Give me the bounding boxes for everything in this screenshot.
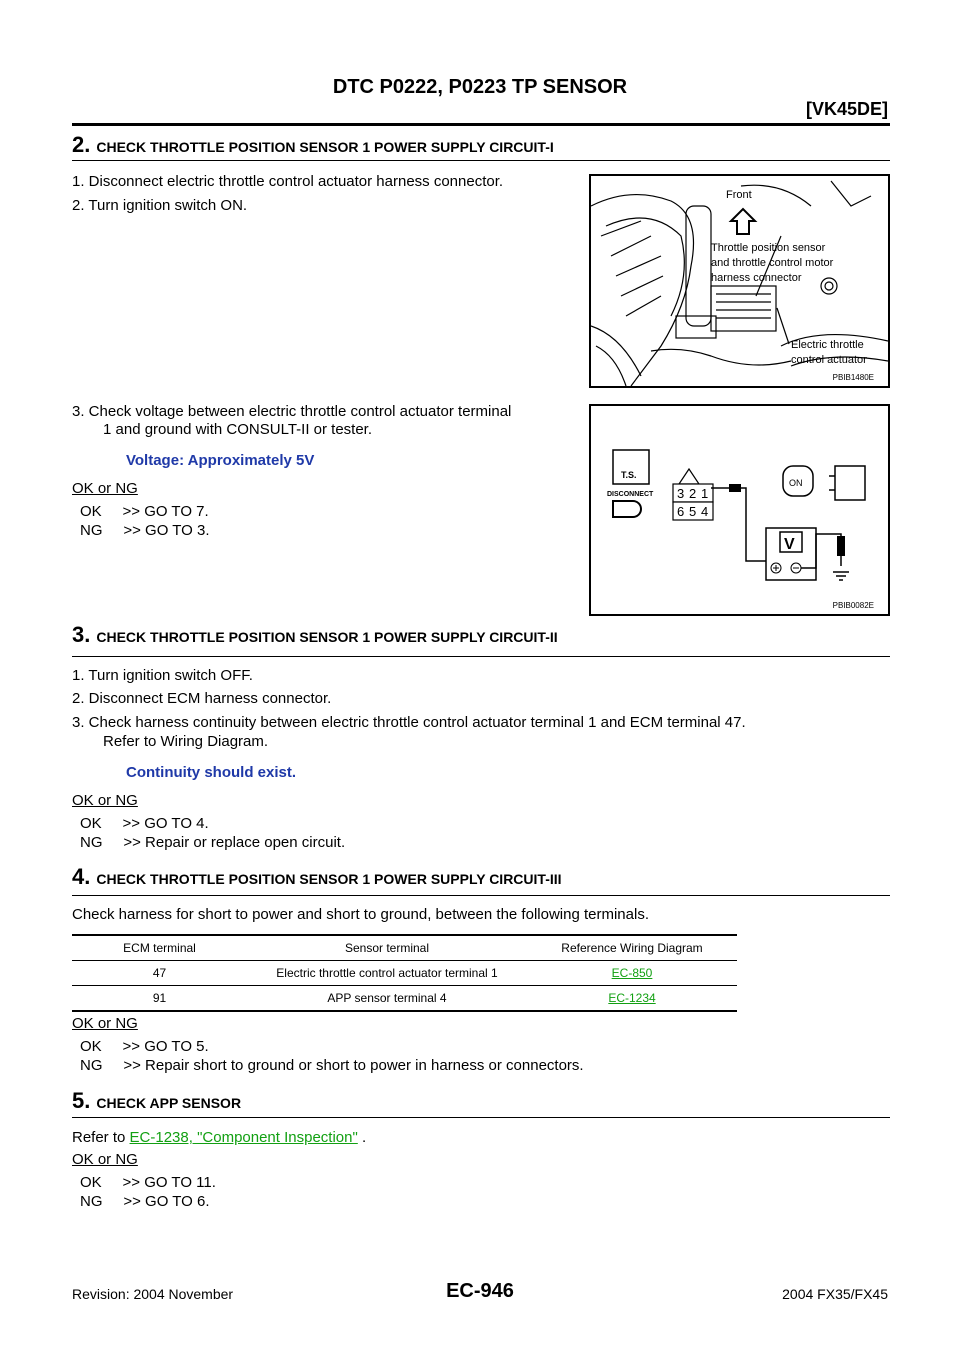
header-rule [72,123,890,126]
harness-connector-shape [676,316,716,338]
component-inspection-link[interactable]: EC-1238, "Component Inspection" [129,1129,358,1146]
disconnect-plug-icon [613,501,641,517]
step5-okng: OK or NG [72,1151,138,1168]
step3-item1: 1. Turn ignition switch OFF. [72,667,253,684]
voltmeter-label: V [784,536,795,553]
harness-indicator-icon [679,469,699,484]
engine-icon [829,466,865,500]
step4-ok: OK >> GO TO 5. [80,1038,209,1055]
table-row [72,961,737,986]
callout-line3: harness connector [711,272,802,284]
intake-duct-inner [606,218,684,316]
step2-spec: Voltage: Approximately 5V [126,452,315,469]
probe-tip [729,484,741,492]
ecm-terminal-cell: 91 [72,986,247,1012]
step3-ok: OK >> GO TO 4. [80,815,209,832]
step3-rule [72,656,890,657]
ground-icon [833,572,849,580]
step2-item1: 1. Disconnect electric throttle control actuator harness connector. [72,173,504,190]
ecm-terminal-cell: 47 [72,961,247,986]
sensor-terminal-cell: Electric throttle control actuator terminal 1 [247,961,527,986]
figure-id: PBIB1480E [832,373,874,382]
step2-item2: 2. Turn ignition switch ON. [72,197,248,214]
step3-okng: OK or NG [72,792,138,809]
actuator-body [711,286,776,331]
step3-spec: Continuity should exist. [126,764,297,781]
table-header-row [72,935,737,961]
footer-model: 2004 FX35/FX45 [782,1286,888,1302]
step5-ok: OK >> GO TO 11. [80,1174,216,1191]
footer-revision: Revision: 2004 November [72,1286,234,1302]
step3-item3-line1: 3. Check harness continuity between electric throttle control actuator terminal 1 and ECM terminal 47. [72,714,746,731]
step3-item3-line2: Refer to Wiring Diagram. [103,733,269,750]
step4-intro: Check harness for short to power and short to ground, between the following terminals. [72,906,649,923]
callout-line5: control actuator [791,354,867,366]
step3-ng: NG >> Repair or replace open circuit. [80,834,346,851]
step4-okng: OK or NG [72,1015,138,1032]
figure-id: PBIB0082E [832,601,874,610]
callout-line4: Electric throttle [791,339,864,351]
col-reference: Reference Wiring Diagram [527,935,737,961]
engine-subtitle: [VK45DE] [805,99,888,119]
reference-link[interactable]: EC-850 [611,966,653,980]
step2-ng: NG >> GO TO 3. [80,522,210,539]
col-ecm-terminal: ECM terminal [72,935,247,961]
pin-5: 5 [689,504,697,519]
sensor-terminal-cell: APP sensor terminal 4 [247,986,527,1012]
engine-bay-illustration [591,176,888,386]
probe-wire-positive [741,488,766,561]
disconnect-label: DISCONNECT [607,491,654,498]
step2-heading: 2. CHECK THROTTLE POSITION SENSOR 1 POWER SUPPLY CIRCUIT-I [72,132,554,157]
step4-rule [72,895,890,896]
terminal-table [72,934,737,1012]
step2-item3-line2: 1 and ground with CONSULT-II or tester. [103,421,373,438]
reference-link[interactable]: EC-1234 [608,991,656,1005]
ignition-on-label: ON [789,478,803,488]
step3-item2: 2. Disconnect ECM harness connector. [72,690,332,707]
front-arrow-icon [731,209,755,234]
pin-6: 6 [677,504,685,519]
step5-refer: Refer to EC-1238, "Component Inspection" . [72,1129,367,1146]
pin-4: 4 [701,504,709,519]
step4-ng: NG >> Repair short to ground or short to power in harness or connectors. [80,1057,584,1074]
step2-item3-line1: 3. Check voltage between electric throttle control actuator terminal [72,403,512,420]
voltage-check-diagram [591,406,888,614]
connector-location-figure [589,174,890,388]
step2-okng: OK or NG [72,480,138,497]
pin-1: 1 [701,486,709,501]
callout-line1: Throttle position sensor [711,242,826,254]
callout-line2: and throttle control motor [711,257,834,269]
ts-label: T.S. [621,470,637,480]
step2-rule [72,160,890,161]
throttle-body-shape [686,206,711,326]
voltage-check-figure [589,404,890,616]
step5-rule [72,1117,890,1118]
intake-duct-line [591,195,694,386]
page-title: DTC P0222, P0223 TP SENSOR [332,76,628,98]
table-row [72,986,737,1012]
step2-ok: OK >> GO TO 7. [80,503,209,520]
pin-3: 3 [677,486,685,501]
step5-ng: NG >> GO TO 6. [80,1193,210,1210]
col-sensor-terminal: Sensor terminal [247,935,527,961]
front-label: Front [726,189,752,201]
step4-heading: 4. CHECK THROTTLE POSITION SENSOR 1 POWER SUPPLY CIRCUIT-III [72,864,562,889]
pin-2: 2 [689,486,697,501]
footer-page-number: EC-946 [446,1280,514,1302]
step3-heading: 3. CHECK THROTTLE POSITION SENSOR 1 POWER SUPPLY CIRCUIT-II [72,622,558,647]
step5-heading: 5. CHECK APP SENSOR [72,1088,242,1113]
